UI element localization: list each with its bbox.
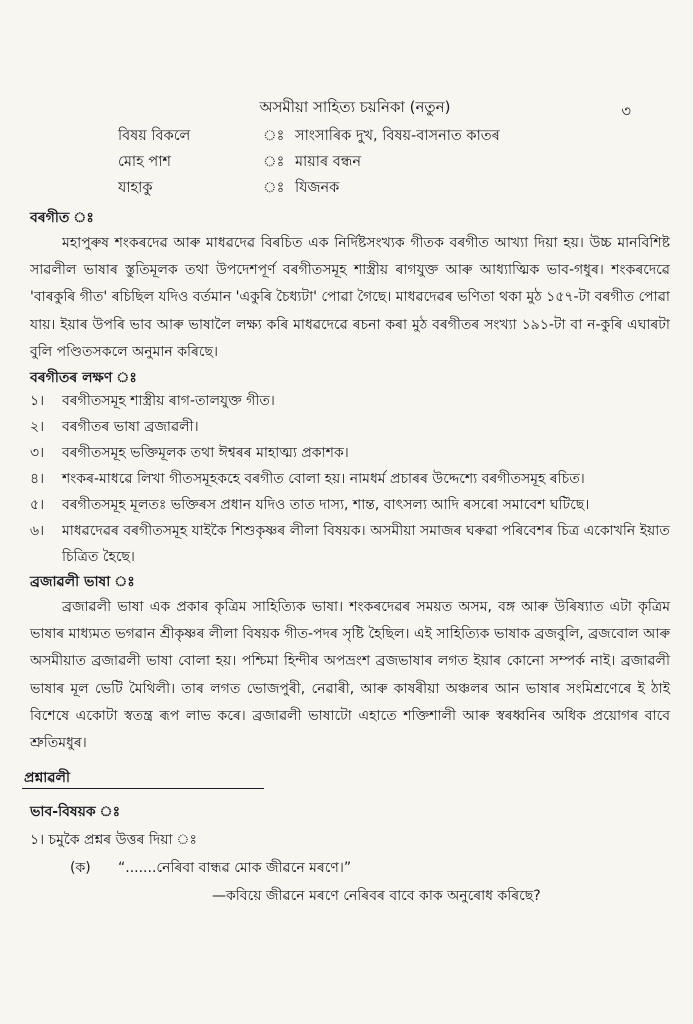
features-heading: বৰগীতৰ লক্ষণ ঃ [30,370,137,386]
question-label: (ক) [70,860,91,876]
list-number: ৬। [30,523,45,539]
list-text: বৰগীতসমূহ ভক্তিমূলক তথা ঈশ্বৰৰ মাহাত্ম্য প্ৰকাশক। [62,445,349,461]
list-number: ২। [30,419,45,435]
glossary-meaning: মায়াৰ বন্ধন [295,154,361,170]
glossary-term: যাহাকু [118,180,153,196]
page-number: ৩ [621,102,631,120]
borgeet-paragraph: মহাপুৰুষ শংকৰদেৱ আৰু মাধৱদেৱ বিৰচিত এক নিৰ্দিষ্টসংখ্যক গীতক বৰগীত আখ্যা দিয়া হয়। উচ্চ মানবিশিষ্ট সাৱলীল ভাষাৰ স্তুতিমূলক তথা উপদেশপূৰ্ণ বৰগীতসমূহ শাস্ত্ৰীয় ৰাগযুক্ত আৰু আধ্যাত্মিক ভাব-গধুৰ। শংকৰদেৱে 'বাৰকুৰি গীত' ৰচিছিল যদিও বৰ্তমান 'একুৰি চৈধ্যটা' পোৱা গৈছে। মাধৱদেৱৰ ভণিতা থকা মুঠ ১৫৭-টা বৰগীত পোৱা যায়। ইয়াৰ উপৰি ভাব আৰু ভাষালৈ লক্ষ্য কৰি মাধৱদেৱে ৰচনা কৰা মুঠ বৰগীতৰ সংখ্যা ১৯১-টা বা ন-কুৰি এঘাৰটা বুলি পণ্ডিতসকলে অনুমান কৰিছে। [30,235,670,360]
glossary-row [118,124,598,150]
features-list [30,388,670,570]
glossary-term: বিষয় বিকলে [118,128,191,144]
list-item [30,492,670,518]
list-number: ৩। [30,445,45,461]
glossary-colon: ঃ [263,128,285,144]
exercises-subheading: ভাব-বিষয়ক ঃ [30,804,121,820]
glossary-colon: ঃ [263,180,285,196]
glossary [118,124,598,202]
list-item [30,440,670,466]
list-text: বৰগীতসমূহ মূলতঃ ভক্তিৰস প্ৰধান যদিও তাত দাস্য, শান্ত, বাৎসল্য আদি ৰসৰো সমাবেশ ঘটিছে। [62,497,590,513]
exercise-instruction: ১। চমুকৈ প্ৰশ্নৰ উত্তৰ দিয়া ঃ [30,832,197,848]
brajabuli-heading: ব্ৰজাৱলী ভাষা ঃ [30,574,135,590]
list-item [30,414,670,440]
list-text: বৰগীতৰ ভাষা ব্ৰজাৱলী। [62,419,199,435]
question-text: —কবিয়ে জীৱনে মৰণে নেৰিবৰ বাবে কাক অনুৰোধ কৰিছে? [212,888,541,904]
borgeet-heading: বৰগীত ঃ [30,210,94,226]
glossary-colon: ঃ [263,154,285,170]
brajabuli-paragraph: ব্ৰজাৱলী ভাষা এক প্ৰকাৰ কৃত্ৰিম সাহিত্যিক ভাষা। শংকৰদেৱৰ সময়ত অসম, বঙ্গ আৰু উৰিষ্যাত এটা কৃত্ৰিম ভাষাৰ মাধ্যমত ভগৱান শ্ৰীকৃষ্ণৰ লীলা বিষয়ক গীত-পদৰ সৃষ্টি হৈছিল। এই সাহিত্যিক ভাষাক ব্ৰজবুলি, ব্ৰজবোল আৰু অসমীয়াত ব্ৰজাৱলী ভাষা বোলা হয়। পশ্চিমা হিন্দীৰ অপভ্ৰংশ ব্ৰজভাষাৰ লগত ইয়াৰ কোনো সম্পৰ্ক নাই। ব্ৰজাৱলী ভাষাৰ মূল ভেটি মৈথিলী। তাৰ লগত ভোজপুৰী, নেৱাৰী, আৰু কাষৰীয়া অঞ্চলৰ আন ভাষাৰ সংমিশ্ৰণেৰে ই ঠাই বিশেষে একোটা স্বতন্ত্ৰ ৰূপ লাভ কৰে। ব্ৰজাৱলী ভাষাটো এহাতে শক্তিশালী আৰু স্বৰধ্বনিৰ অধিক প্ৰয়োগৰ বাবে শ্ৰুতিমধুৰ। [30,599,670,752]
glossary-meaning: যিজনক [295,180,340,196]
question-quote: “.......নেৰিবা বান্ধৱ মোক জীৱনে মৰণে।” [118,860,352,876]
list-number: ১। [30,393,45,409]
list-text: শংকৰ-মাধৱে লিখা গীতসমূহকহে বৰগীত বোলা হয়। নামধৰ্ম প্ৰচাৰৰ উদ্দেশ্যে বৰগীতসমূহ ৰচিত। [62,471,585,487]
list-number: ৪। [30,471,45,487]
exercises-heading: প্ৰশ্নাৱলী [24,770,70,786]
list-item [30,388,670,414]
list-item [30,518,670,570]
list-text: মাধৱদেৱৰ বৰগীতসমূহ যাইকৈ শিশুকৃষ্ণৰ লীলা বিষয়ক। অসমীয়া সমাজৰ ঘৰুৱা পৰিবেশৰ চিত্ৰ একোখনি ইয়াত চিত্ৰিত হৈছে। [62,523,670,565]
glossary-row [118,150,598,176]
list-number: ৫। [30,497,45,513]
glossary-row [118,176,598,202]
running-title: অসমীয়া সাহিত্য চয়নিকা (নতুন) [259,98,451,116]
list-item [30,466,670,492]
glossary-term: মোহ পাশ [118,154,171,170]
section-rule [22,788,264,789]
glossary-meaning: সাংসাৰিক দুখ, বিষয়-বাসনাত কাতৰ [295,128,500,144]
list-text: বৰগীতসমূহ শাস্ত্ৰীয় ৰাগ-তালযুক্ত গীত। [62,393,275,409]
